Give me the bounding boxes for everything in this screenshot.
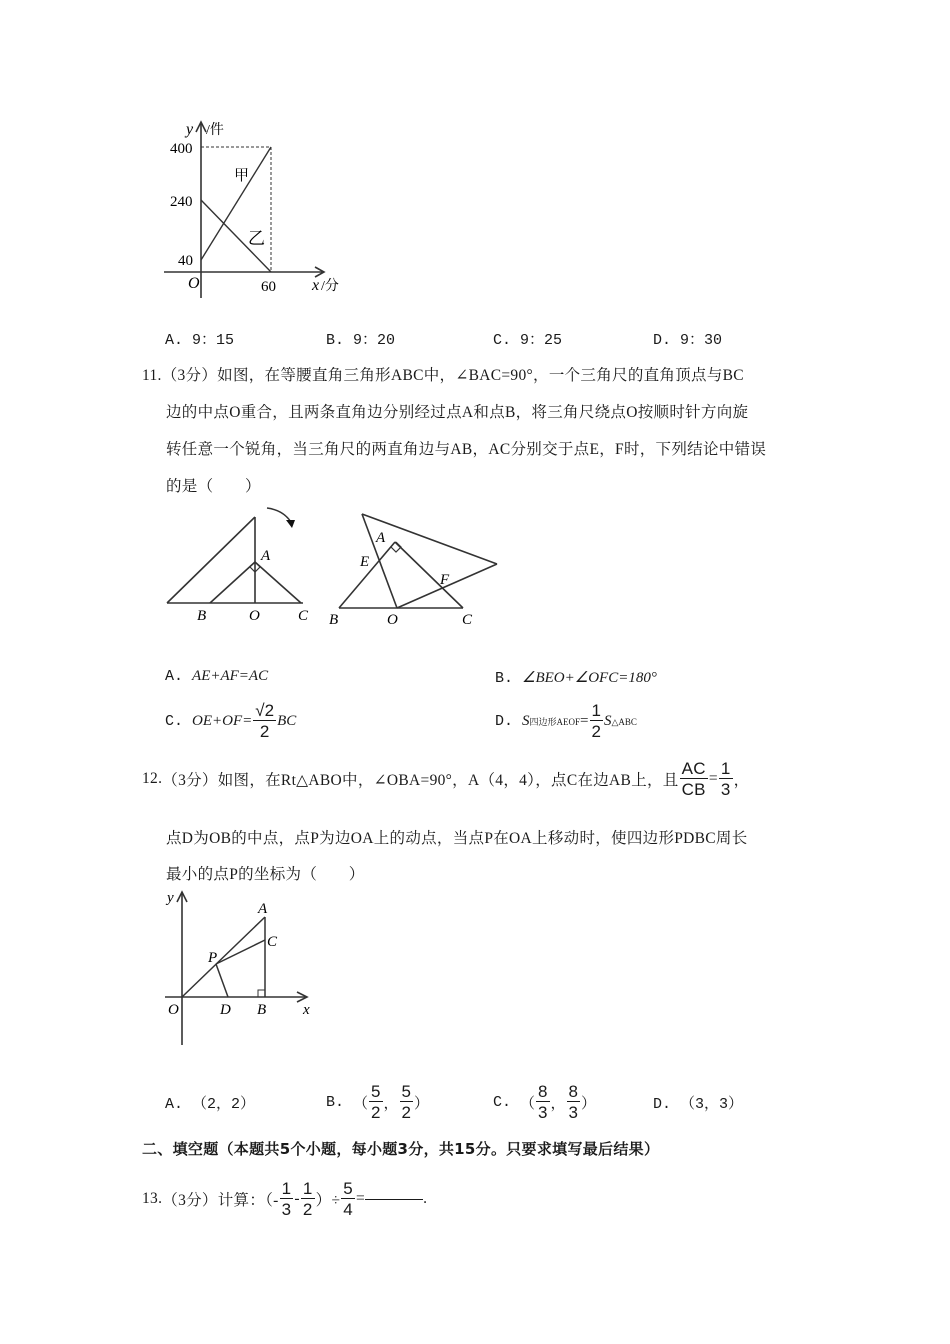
fraction-one-third	[719, 760, 733, 798]
q10-option-a[interactable]	[165, 328, 234, 349]
fraction	[567, 1083, 580, 1121]
denominator: 2	[259, 722, 270, 741]
fraction	[301, 1180, 315, 1218]
subscript: △ABC	[611, 716, 637, 727]
fraction	[400, 1083, 413, 1121]
denominator: 4	[343, 1200, 354, 1219]
x-axis-unit: /分	[321, 279, 339, 294]
label-x: x	[303, 1002, 310, 1018]
question-text: 如图，在Rt△ABO中，∠OBA=90°，A（4，4），点C在边AB上，且	[217, 772, 679, 789]
question-number: 12.	[142, 770, 163, 787]
label-e: E	[360, 554, 370, 570]
numerator: 8	[538, 1082, 548, 1101]
option-text: S	[603, 712, 612, 729]
label-p: P	[208, 950, 218, 966]
numerator: 1	[281, 1179, 292, 1198]
divide: ）÷	[315, 1192, 341, 1209]
paren: （	[353, 1095, 369, 1113]
label-b: B	[257, 1002, 267, 1018]
numerator: AC	[681, 759, 706, 778]
line-yi-label: 乙	[248, 229, 265, 248]
line-jia-label: 甲	[234, 168, 250, 184]
denominator: 2	[591, 722, 601, 741]
minus: -	[294, 1190, 300, 1207]
option-letter: C.	[165, 712, 184, 730]
question-score: （3分）	[161, 367, 218, 384]
option-text: BC	[277, 712, 297, 729]
denominator: 2	[401, 1103, 411, 1122]
option-letter: B.	[326, 1093, 345, 1111]
q10-option-d[interactable]	[653, 328, 722, 349]
option-letter: B.	[495, 670, 514, 687]
q11-line-3: 转任意一个锐角，当三角尺的两直角边与AB，AC分别交于点E，F时，下列结论中错误	[166, 441, 767, 458]
label-b: B	[197, 608, 207, 624]
subscript: 四边形AEOF	[529, 716, 581, 727]
fraction	[369, 1083, 382, 1121]
option-text: AE+AF=AC	[192, 668, 269, 684]
question-text: 计算：（-	[217, 1192, 279, 1209]
option-text: 9：25	[520, 332, 563, 349]
option-letter: C.	[493, 332, 512, 349]
separator: ，	[550, 1095, 566, 1113]
question-text: 如图，在等腰直角三角形ABC中，∠BAC=90°，一个三角尺的直角顶点与BC	[217, 367, 744, 384]
q12-line-1	[142, 760, 749, 798]
label-o: O	[249, 608, 260, 624]
q12-option-c[interactable]	[493, 1083, 596, 1121]
x-tick-60: 60	[261, 279, 276, 295]
numerator: √2	[255, 701, 275, 720]
paren: （	[520, 1095, 536, 1113]
option-letter: A.	[165, 668, 184, 685]
equals: =	[356, 1190, 366, 1207]
label-c: C	[462, 612, 473, 628]
y-axis-label: y	[186, 121, 194, 138]
label-y: y	[167, 890, 174, 906]
label-c: C	[298, 608, 309, 624]
q11-option-c[interactable]	[165, 702, 296, 740]
option-text: S	[522, 712, 530, 729]
option-letter: D.	[653, 1096, 672, 1113]
option-text: （3，3）	[680, 1096, 744, 1113]
x-axis-label: x	[312, 277, 320, 294]
option-letter: A.	[165, 332, 184, 349]
option-text: OE+OF=	[192, 712, 253, 729]
q10-graph-figure	[160, 110, 360, 300]
q12-option-a[interactable]	[165, 1092, 255, 1113]
option-letter: A.	[165, 1096, 184, 1113]
q11-line-2: 边的中点O重合，且两条直角边分别经过点A和点B，将三角尺绕点O按顺时针方向旋	[166, 404, 749, 421]
origin-label: O	[188, 275, 200, 292]
q12-option-b[interactable]	[326, 1083, 429, 1121]
q11-option-d[interactable]	[495, 702, 637, 740]
paren: ）	[581, 1095, 597, 1113]
option-letter: B.	[326, 332, 345, 349]
fraction	[280, 1180, 294, 1218]
label-a: A	[258, 901, 268, 917]
q11-line-4: 的是（ ）	[166, 478, 261, 495]
y-tick-40: 40	[178, 253, 193, 269]
period: .	[423, 1190, 428, 1207]
punctuation: ，	[733, 772, 750, 789]
q12-line-2: 点D为OB的中点，点P为边OA上的动点，当点P在OA上移动时，使四边形PDBC周长	[166, 830, 748, 847]
label-d: D	[220, 1002, 231, 1018]
label-o: O	[387, 612, 398, 628]
question-number: 13.	[142, 1190, 163, 1207]
fraction	[536, 1083, 549, 1121]
q11-option-b[interactable]	[495, 668, 657, 687]
numerator: 5	[371, 1082, 381, 1101]
label-o: O	[168, 1002, 179, 1018]
label-a: A	[376, 530, 386, 546]
numerator: 1	[302, 1179, 313, 1198]
option-letter: D.	[653, 332, 672, 349]
q12-coordinate-figure	[155, 880, 325, 1050]
denominator: 3	[568, 1103, 578, 1122]
separator: ，	[383, 1095, 399, 1113]
fraction	[590, 702, 603, 740]
q10-option-b[interactable]	[326, 328, 395, 349]
denominator: 2	[371, 1103, 381, 1122]
paren: ）	[414, 1095, 430, 1113]
question-score: （3分）	[162, 1192, 218, 1209]
option-letter: D.	[495, 712, 514, 730]
q12-line-3: 最小的点P的坐标为（ ）	[166, 866, 365, 883]
option-text: 9：30	[680, 332, 723, 349]
question-score: （3分）	[162, 772, 218, 789]
denominator: 3	[538, 1103, 548, 1122]
section-heading-fill-in: 二、填空题（本题共5个小题，每小题3分，共15分。只要求填写最后结果）	[142, 1140, 660, 1158]
equals: =	[580, 712, 589, 729]
denominator: CB	[681, 780, 706, 799]
q11-triangle-figure	[155, 500, 515, 640]
q10-option-c[interactable]	[493, 328, 562, 349]
numerator: 8	[568, 1082, 578, 1101]
option-text: ∠BEO+∠OFC=180°	[522, 670, 657, 686]
q11-option-a[interactable]	[165, 668, 268, 685]
label-a: A	[261, 548, 271, 564]
fraction	[341, 1180, 355, 1218]
option-letter: C.	[493, 1093, 512, 1111]
option-text: 9：15	[192, 332, 235, 349]
denominator: 2	[302, 1200, 313, 1219]
q13-line	[142, 1180, 427, 1218]
numerator: 5	[401, 1082, 411, 1101]
y-tick-400: 400	[170, 141, 193, 157]
fraction-ac-cb	[680, 760, 708, 798]
numerator: 1	[720, 759, 731, 778]
label-c: C	[267, 934, 278, 950]
q11-line-1	[142, 363, 744, 385]
denominator: 3	[281, 1200, 292, 1219]
label-f: F	[440, 572, 450, 588]
y-axis-unit: /件	[206, 123, 224, 138]
fraction	[253, 702, 276, 740]
answer-blank[interactable]	[365, 1199, 423, 1200]
y-tick-240: 240	[170, 194, 193, 210]
numerator: 5	[343, 1179, 354, 1198]
equals: =	[708, 770, 718, 787]
option-text: （2，2）	[192, 1096, 256, 1113]
numerator: 1	[591, 701, 601, 720]
question-number: 11.	[142, 367, 162, 384]
q12-option-d[interactable]	[653, 1092, 743, 1113]
denominator: 3	[720, 780, 731, 799]
label-b: B	[329, 612, 339, 628]
option-text: 9：20	[353, 332, 396, 349]
